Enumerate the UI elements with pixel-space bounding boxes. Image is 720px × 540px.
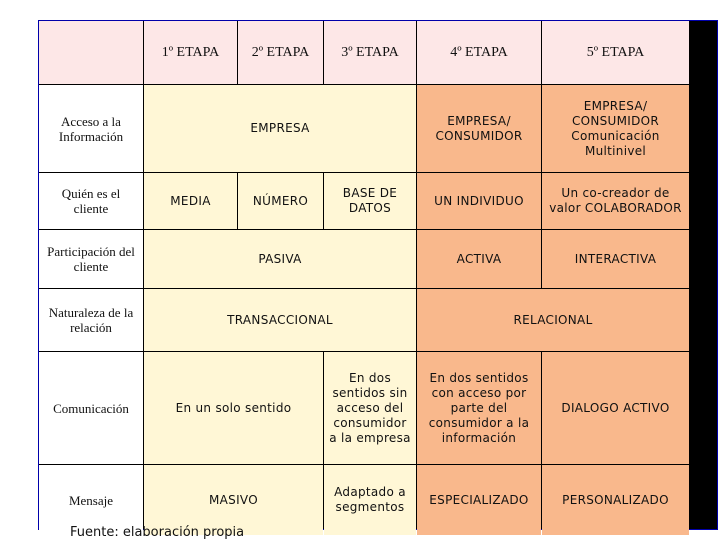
cell-mensaje-adaptado: Adaptado a segmentos [324, 465, 416, 535]
header-etapa-2: 2º ETAPA [238, 21, 323, 84]
row-label-acceso: Acceso a la Información [39, 85, 143, 172]
cell-participacion-pasiva: PASIVA [144, 230, 416, 288]
cell-participacion-activa: ACTIVA [417, 230, 541, 288]
cell-acceso-empresa: EMPRESA [144, 85, 416, 172]
row-label-naturaleza: Naturaleza de la relación [39, 289, 143, 351]
row-label-cliente: Quién es el cliente [39, 173, 143, 229]
cell-acceso-etapa-4: EMPRESA/ CONSUMIDOR [417, 85, 541, 172]
cell-comunicacion-dos-sentidos-sin: En dos sentidos sin acceso del consumidor a la empresa [324, 352, 416, 464]
source-note: Fuente: elaboración propia [70, 525, 245, 540]
cell-comunicacion-dialogo: DIALOGO ACTIVO [542, 352, 689, 464]
cell-comunicacion-un-sentido: En un solo sentido [144, 352, 323, 464]
cell-cliente-cocreador: Un co-creador de valor COLABORADOR [542, 173, 689, 229]
header-etapa-4: 4º ETAPA [417, 21, 541, 84]
cell-comunicacion-dos-sentidos-con: En dos sentidos con acceso por parte del consumidor a la información [417, 352, 541, 464]
cell-acceso-etapa-5: EMPRESA/ CONSUMIDOR Comunicación Multinivel [542, 85, 689, 172]
cell-mensaje-personalizado: PERSONALIZADO [542, 465, 689, 535]
cell-cliente-base-datos: BASE DE DATOS [324, 173, 416, 229]
stages-table [38, 20, 718, 530]
header-etapa-3: 3º ETAPA [324, 21, 416, 84]
row-label-mensaje: Mensaje [39, 465, 143, 535]
cell-cliente-individuo: UN INDIVIDUO [417, 173, 541, 229]
header-etapa-1: 1º ETAPA [144, 21, 237, 84]
cell-naturaleza-relacional: RELACIONAL [417, 289, 689, 351]
row-label-comunicacion: Comunicación [39, 352, 143, 464]
cell-mensaje-masivo: MASIVO [144, 465, 323, 535]
header-corner [39, 21, 143, 84]
cell-participacion-interactiva: INTERACTIVA [542, 230, 689, 288]
cell-cliente-media: MEDIA [144, 173, 237, 229]
cell-naturaleza-transaccional: TRANSACCIONAL [144, 289, 416, 351]
header-etapa-5: 5º ETAPA [542, 21, 689, 84]
row-label-participacion: Participación del cliente [39, 230, 143, 288]
cell-cliente-numero: NÚMERO [238, 173, 323, 229]
cell-mensaje-especializado: ESPECIALIZADO [417, 465, 541, 535]
